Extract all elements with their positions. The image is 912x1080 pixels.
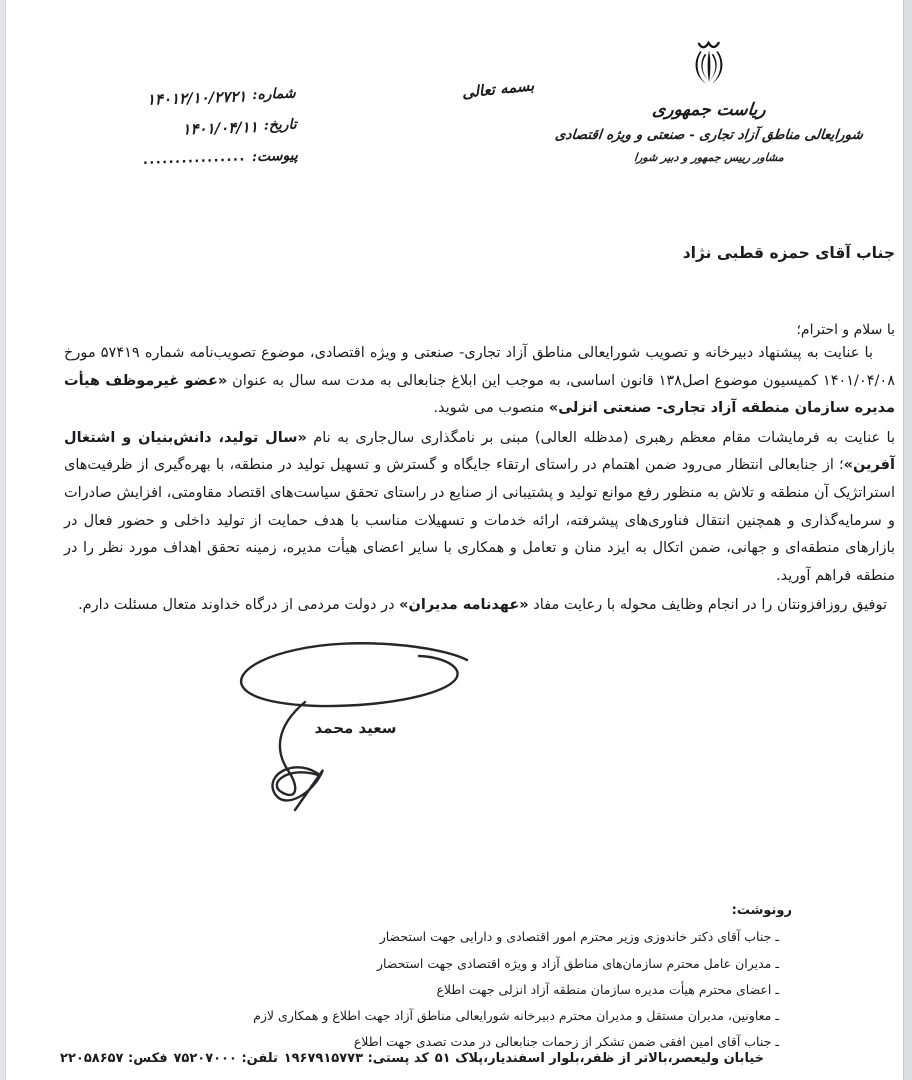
postal-value: ۱۹۶۷۹۱۵۷۷۳ [283, 1051, 364, 1066]
p3-text-a: توفیق روزافزونتان را در انجام وظایف محوله با رعایت مفاد [528, 597, 887, 614]
p2-text-c: ؛ از جنابعالی انتظار می‌رود ضمن اهتمام در راستای ارتقاء جایگاه و گسترش و تسهیل تولید در منطقه، با بهره‌گیری از ظرفیت‌های استراتژیک آن منطقه و تلاش به منظور رفع موانع تولید و پشتیبانی از صنایع در راستای تحقق سیاست‌های اقتصاد مقاومتی، افزایش صادرات و سرمایه‌گذاری و همچنین انتقال فناوری‌های پیشرفته، ارائه خدمات و تسهیلات مناسب با هدف حمایت از تولید داخلی و حضور فعال در بازارهای منطقه‌ای و جهانی، ضمن اتکال به ایزد منان و تعامل و همکاری با سایر اعضای هیأت مدیره، زمینه تحقق اهداف مورد نظر را در منطقه فراهم آورید. [64, 457, 895, 584]
meta-number-row [40, 86, 295, 113]
number-label: شماره: [252, 85, 296, 104]
paragraph-appointment [64, 340, 895, 423]
org-name-line3: مشاور رییس جمهور و دبیر شورا [633, 151, 785, 164]
addressee-name: جناب آقای حمزه قطبی نژاد [682, 244, 895, 262]
cc-label: رونوشت: [731, 903, 792, 918]
date-value: ۱۴۰۱/۰۴/۱۱ [182, 117, 259, 139]
postal-label: کد پستی: [367, 1051, 429, 1066]
footer-postal [284, 1051, 429, 1066]
footer-fax [60, 1051, 168, 1066]
paragraph-expectations [64, 425, 895, 591]
p1-text-c: منصوب می شوید. [433, 400, 549, 417]
org-name-line2: شورایعالی مناطق آزاد تجاری - صنعتی و ویژه اقتصادی [554, 127, 864, 143]
paragraph-closing [64, 592, 895, 620]
p1-bold-title: «عضو غیرموظف هیأت مدیره سازمان منطقه آزاد تجاری- صنعتی انزلی» [64, 372, 895, 417]
date-label: تاریخ: [263, 116, 297, 134]
cc-item: ـ اعضای محترم هیأت مدیره سازمان منطقه آزاد انزلی جهت اطلاع [436, 981, 779, 997]
footer-address: خیابان ولیعصر،بالاتر از ظفر،بلوار اسفندیار،پلاک ۵۱ [434, 1051, 764, 1066]
p2-text-a: با عنایت به فرمایشات مقام معظم رهبری (مدظله العالی) مبنی بر نامگذاری سال‌جاری به نام [306, 429, 895, 446]
fax-value: ۲۲۰۵۸۶۵۷ [60, 1051, 124, 1066]
p3-bold-covenant: «عهدنامه مدیران» [399, 597, 529, 614]
letterhead [544, 34, 874, 164]
p3-text-c: در دولت مردمی از درگاه خداوند متعال مسئلت دارم. [78, 597, 400, 614]
besmeh-taali: بسمه تعالی [460, 76, 536, 102]
attachment-value: ................ [142, 149, 247, 168]
meta-attachment-row [43, 148, 298, 173]
letter-meta [40, 86, 298, 186]
cc-item: ـ مدیران عامل محترم سازمان‌های مناطق آزاد و ویژه اقتصادی جهت استحضار [376, 955, 779, 971]
page-edge-right [903, 0, 912, 1080]
fax-label: فکس: [128, 1051, 168, 1066]
phone-label: تلفن: [241, 1051, 278, 1066]
cc-item: ـ جناب آقای دکتر خاندوزی وزیر محترم امور اقتصادی و دارایی جهت استحضار [379, 929, 779, 945]
attachment-label: پیوست: [251, 147, 299, 166]
number-value: ۱۴۰۱۲/۱۰/۲۷۲۱ [146, 87, 247, 109]
cc-section [212, 898, 792, 1056]
phone-value: ۷۵۲۰۷۰۰۰ [173, 1051, 237, 1066]
footer-phone [173, 1051, 277, 1066]
cc-item: ـ جناب آقای امین افقی ضمن تشکر از زحمات جنابعالی در مدت تصدی جهت اطلاع [353, 1034, 779, 1050]
letterhead-footer [60, 1051, 764, 1066]
salutation: با سلام و احترام؛ [796, 322, 895, 338]
signer-name: سعید محمد [314, 719, 397, 737]
meta-date-row [42, 117, 297, 144]
iran-emblem-icon [686, 34, 732, 94]
org-name-line1: ریاست جمهوری [651, 100, 767, 120]
p2-bold-year-name: «سال تولید، دانش‌بنیان و اشتغال آفرین» [64, 429, 895, 474]
page-edge-left [0, 0, 6, 1080]
letter-body [64, 340, 895, 622]
cc-item: ـ معاونین، مدیران مستقل و مدیران محترم دبیرخانه شورایعالی مناطق آزاد جهت اطلاع و همکاری لازم [253, 1008, 779, 1024]
p1-text-a: با عنایت به پیشنهاد دبیرخانه و تصویب شورایعالی مناطق آزاد تجاری- صنعتی و ویژه اقتصادی، موضوع تصویب‌نامه شماره ۵۷۴۱۹ مورخ ۱۴۰۱/۰۴/۰۸ کمیسیون موضوع اصل۱۳۸ قانون اساسی، به موجب این ابلاغ جنابعالی به مدت سه سال به عنوان [64, 345, 895, 389]
